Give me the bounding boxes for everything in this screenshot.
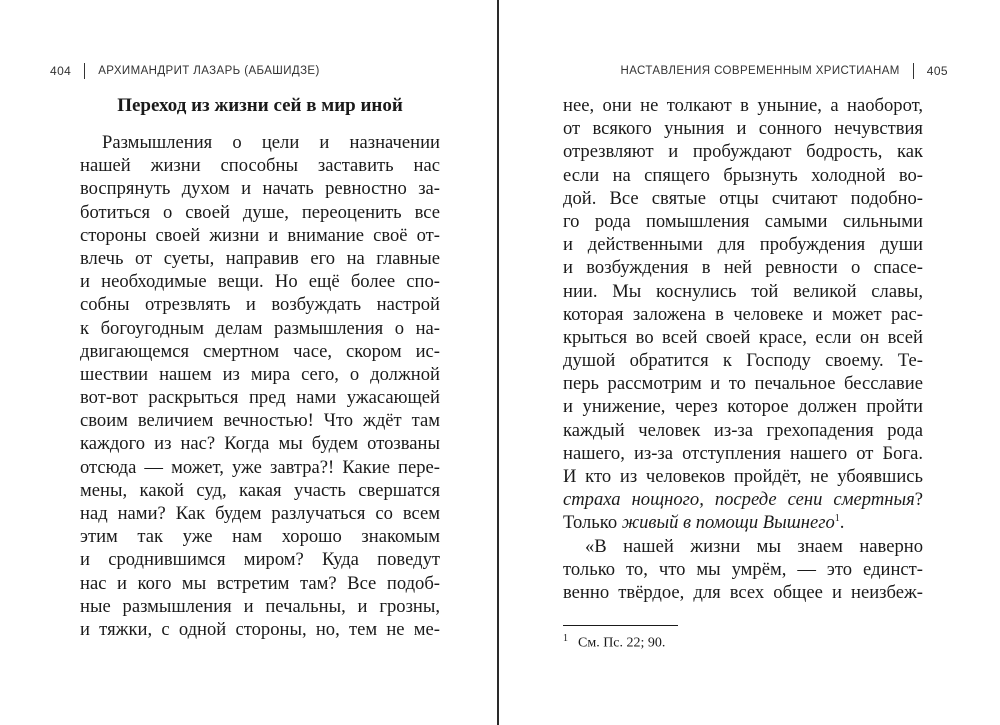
right-page xyxy=(499,0,1000,725)
section-title: Переход из жизни сей в мир иной xyxy=(117,95,403,116)
right-running-head xyxy=(621,62,949,80)
text-line: нее, они не толкают в уныние, а наоборот, xyxy=(563,95,923,116)
text-line-with-footnote xyxy=(563,511,923,534)
quote-punctuation: ? xyxy=(914,489,923,511)
running-head-divider xyxy=(84,63,85,79)
text-line: нас и кого мы встретим там? Все подоб- xyxy=(80,572,440,594)
text-line: воспрянуть духом и начать ревностно за- xyxy=(80,178,440,200)
left-page-number: 404 xyxy=(50,64,72,78)
footnote-rule xyxy=(563,625,678,626)
text-line: которая заложена в человеке и может рас- xyxy=(563,303,923,325)
text-line: дой. Все святые отцы считают подобно- xyxy=(563,187,923,209)
text-line: и возбуждения в ней ревности о спасе- xyxy=(563,257,923,279)
text-line: вот-вот раскрыться пред нами ужасающей xyxy=(80,387,440,409)
line-prefix: Только xyxy=(563,512,622,534)
left-page xyxy=(0,0,497,725)
text-line: к богоугодным делам размышления о на- xyxy=(80,317,440,339)
text-line: И кто из человеков пройдёт, не убоявшись xyxy=(563,466,923,487)
text-line: и унижение, через которое должен пройти xyxy=(563,396,923,418)
text-line: своим величием вечностью! Что ждёт там xyxy=(80,410,440,432)
text-line: этим так уже нам хорошо знакомым xyxy=(80,526,440,548)
text-line: ные размышления и печальны, и грозны, xyxy=(80,595,440,617)
footnote-text: См. Пс. 22; 90. xyxy=(578,635,666,651)
text-line: Размышления о цели и назначении xyxy=(102,132,440,153)
footnote-reference[interactable]: 1 xyxy=(834,513,840,525)
text-line: го рода помышления самыми сильными xyxy=(563,210,923,232)
text-line: душой обратится к Господу своему. Те- xyxy=(563,350,923,372)
left-running-head-title: АРХИМАНДРИТ ЛАЗАРЬ (АБАШИДЗЕ) xyxy=(98,65,320,77)
text-line: только то, что мы умрём, — это единст- xyxy=(563,558,923,580)
right-page-number: 405 xyxy=(926,64,948,78)
text-line: если на спящего брызнуть холодной во- xyxy=(563,164,923,186)
text-line: влечь от суеты, направив его на главные xyxy=(80,247,440,269)
running-head-divider xyxy=(913,63,914,79)
text-line: нашей жизни способны заставить нас xyxy=(80,155,440,177)
right-body-text xyxy=(563,94,923,604)
footnote-mark: 1 xyxy=(563,633,568,644)
text-line: мены, какой суд, какая участь свершатся xyxy=(80,479,440,501)
text-line: собны отрезвлять и возбуждать настрой xyxy=(80,294,440,316)
italic-quote: живый в помощи Вышнего xyxy=(621,512,835,534)
text-line: над нами? Как будем разлучаться со всем xyxy=(80,503,440,524)
text-line: крыться во всей своей красе, если он всей xyxy=(563,326,923,348)
text-line: и необходимые вещи. Но ещё более спо- xyxy=(80,271,440,293)
text-line: венно твёрдое, для всех общее и неизбеж- xyxy=(563,581,923,603)
text-line: стороны своей жизни и внимание своё от- xyxy=(80,224,440,246)
text-line: «В нашей жизни мы знаем наверно xyxy=(585,535,923,557)
text-line: отсюда — может, уже завтра?! Какие пере- xyxy=(80,456,440,478)
text-line: перь рассмотрим и то печальное бесславие xyxy=(563,373,923,395)
right-running-head-title: НАСТАВЛЕНИЯ СОВРЕМЕННЫМ ХРИСТИАНАМ xyxy=(620,65,900,77)
text-line: и сроднившимся миром? Куда поведут xyxy=(80,549,440,571)
italic-quote: страха нощного, посреде сени смертныя xyxy=(563,489,915,511)
text-line: и действенными для пробуждения души xyxy=(563,234,923,256)
text-line: ботиться о своей душе, переоценить все xyxy=(80,201,440,223)
text-line-italic-quote xyxy=(563,488,923,511)
footnote xyxy=(563,630,665,653)
text-line: каждого из нас? Когда мы будем отозваны xyxy=(80,433,440,455)
text-line: от всякого уныния и сонного нечувствия xyxy=(563,118,923,140)
text-line: нии. Мы коснулись той великой славы, xyxy=(563,280,923,302)
text-line: и тяжки, с одной стороны, но, тем не ме- xyxy=(80,618,440,640)
left-running-head xyxy=(50,62,320,80)
text-line: отрезвляют и пробуждают бодрость, как xyxy=(563,141,923,163)
text-line: каждый человек из-за грехопадения рода xyxy=(563,419,923,441)
text-line: двигающемся смертном часе, скором ис- xyxy=(80,340,440,362)
text-line: шествии нашем из мира сего, о должной xyxy=(80,363,440,385)
text-line: нашего, из-за отступления нашего от Бога. xyxy=(563,442,923,464)
line-tail: . xyxy=(839,512,845,534)
left-body-text xyxy=(80,131,440,641)
